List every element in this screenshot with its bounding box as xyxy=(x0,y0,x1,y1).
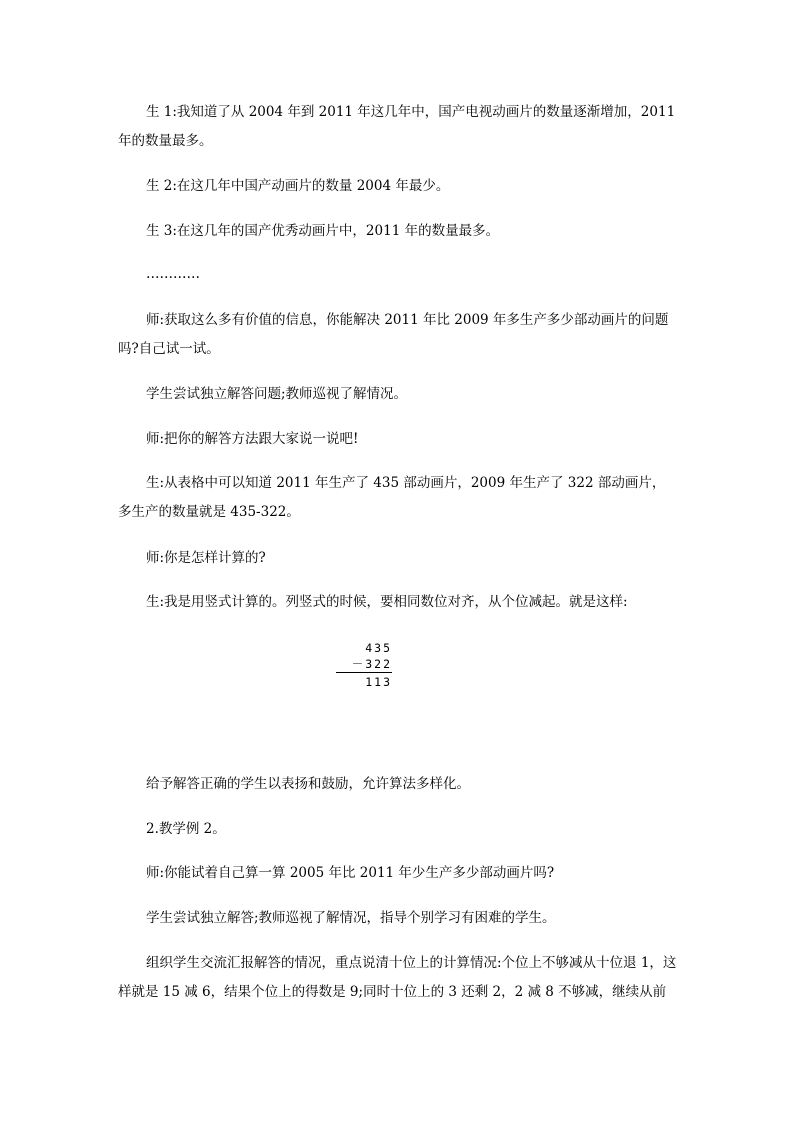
paragraph-teacher-example-2: 师:你能试着自己算一算 2005 年比 2011 年少生产多少部动画片吗? xyxy=(146,865,555,881)
calc-subtrahend: 322 xyxy=(365,657,392,671)
paragraph-organize-report: 组织学生交流汇报解答的情况，重点说清十位上的计算情况:个位上不够减从十位退 1，这样就是 15 减 6，结果个位上的得数是 9;同时十位上的 3 还剩 2，2 减 8 不够减，继续从前 xyxy=(118,955,677,1000)
paragraph-student-3: 生 3:在这几年的国产优秀动画片中，2011 年的数量最多。 xyxy=(146,223,500,239)
paragraph-students-attempt: 学生尝试独立解答问题;教师巡视了解情况。 xyxy=(146,386,408,402)
paragraph-students-independent: 学生尝试独立解答;教师巡视了解情况，指导个别学习有困难的学生。 xyxy=(146,910,556,926)
paragraph-praise: 给予解答正确的学生以表扬和鼓励，允许算法多样化。 xyxy=(146,776,470,792)
paragraph-teacher-share: 师:把你的解答方法跟大家说一说吧! xyxy=(146,431,359,447)
paragraph-student-1: 生 1:我知道了从 2004 年到 2011 年这几年中，国产电视动画片的数量逐渐增加，2011 年的数量最多。 xyxy=(118,104,676,149)
paragraph-student-vertical: 生:我是用竖式计算的。列竖式的时候，要相同数位对齐，从个位减起。就是这样: xyxy=(146,594,628,610)
calc-result: 113 xyxy=(365,675,392,689)
paragraph-student-2: 生 2:在这几年中国产动画片的数量 2004 年最少。 xyxy=(146,178,450,194)
paragraph-example-2: 2.教学例 2。 xyxy=(146,821,226,837)
calc-operator: － xyxy=(351,657,366,671)
calc-rule xyxy=(336,672,392,673)
paragraph-ellipsis: ………… xyxy=(146,266,200,282)
paragraph-teacher-how: 师:你是怎样计算的? xyxy=(146,550,266,566)
paragraph-teacher-question: 师:获取这么多有价值的信息，你能解决 2011 年比 2009 年多生产多少部动画片的问题吗?自己试一试。 xyxy=(118,312,669,357)
paragraph-student-answer: 生:从表格中可以知道 2011 年生产了 435 部动画片，2009 年生产了 322 部动画片，多生产的数量就是 435-322。 xyxy=(118,475,666,520)
calc-subtrahend-row xyxy=(336,656,392,672)
vertical-subtraction xyxy=(336,640,392,690)
calc-minuend: 435 xyxy=(365,641,392,655)
